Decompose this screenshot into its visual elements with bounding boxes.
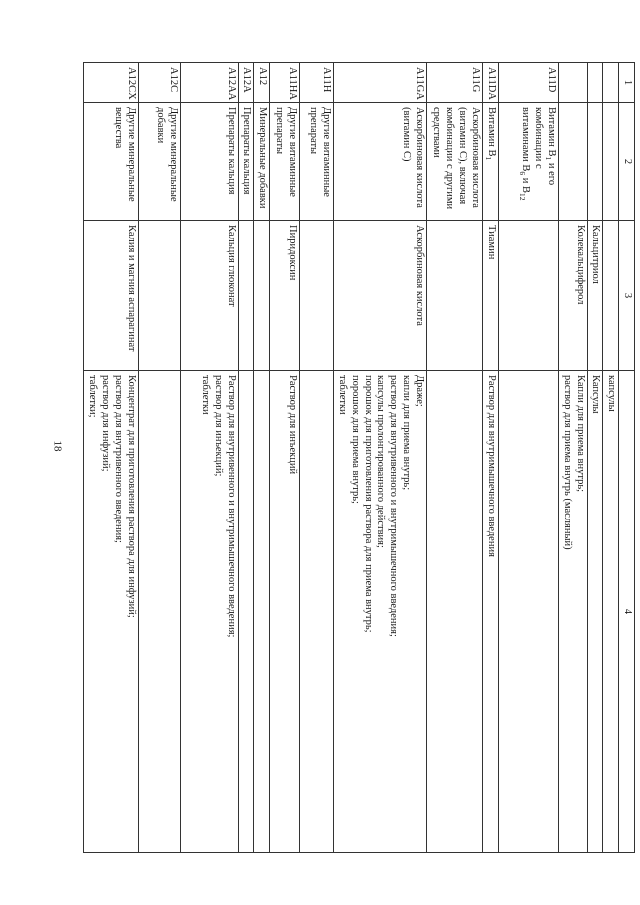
code-cell: A11H	[300, 63, 334, 103]
dosage-forms-cell	[426, 371, 482, 853]
dosage-form-line: Раствор для внутривенного и внутримышечного введения;	[225, 375, 237, 638]
table-row	[300, 63, 334, 853]
code-cell: A11G	[426, 63, 482, 103]
dosage-form-line: таблетки	[200, 375, 212, 415]
group-cell	[587, 103, 603, 221]
dosage-forms-cell	[138, 371, 180, 853]
dosage-form-line: раствор для внутривенного и внутримышечного введения;	[388, 375, 400, 637]
table-row	[334, 63, 427, 853]
code-cell: A12A	[238, 63, 254, 103]
table-row	[426, 63, 482, 853]
code-cell	[559, 63, 588, 103]
dosage-form-line: Концентрат для приготовления раствора для инфузий;	[125, 375, 137, 618]
table-row	[482, 63, 498, 853]
table-row	[138, 63, 180, 853]
code-cell: A12C	[138, 63, 180, 103]
group-cell: Аскорбиновая кислота (витамин C)	[334, 103, 427, 221]
drug-name-cell	[138, 221, 180, 371]
drug-name-cell: Калия и магния аспарагинат	[84, 221, 138, 371]
header-col-1: 1	[619, 63, 635, 103]
code-cell: A11D	[499, 63, 559, 103]
dosage-forms-cell	[482, 371, 498, 853]
dosage-forms-cell	[603, 371, 619, 853]
table-row	[238, 63, 254, 853]
header-col-4: 4	[619, 371, 635, 853]
dosage-form-line: капли для приема внутрь;	[400, 375, 412, 491]
code-cell: A11DA	[482, 63, 498, 103]
dosage-forms-cell	[300, 371, 334, 853]
drug-name-cell: Аскорбиновая кислота	[334, 221, 427, 371]
code-cell: A12AA	[180, 63, 238, 103]
dosage-forms-cell	[254, 371, 270, 853]
group-cell: Другие минеральные добавки	[138, 103, 180, 221]
drug-name-cell	[603, 221, 619, 371]
dosage-form-line: раствор для инфузий;	[100, 375, 112, 472]
table-row	[270, 63, 300, 853]
landscape-page	[87, 62, 635, 852]
dosage-form-line: капсулы пролонгированного действия;	[375, 375, 387, 548]
table-row	[559, 63, 588, 853]
dosage-form-line: порошок для приема внутрь;	[349, 375, 361, 504]
dosage-forms-cell	[270, 371, 300, 853]
table-row	[603, 63, 619, 853]
header-col-3: 3	[619, 221, 635, 371]
drug-name-cell: Пиридоксин	[270, 221, 300, 371]
drug-name-cell	[499, 221, 559, 371]
dosage-form-line: таблетки	[337, 375, 348, 415]
code-cell: A11HA	[270, 63, 300, 103]
code-cell	[587, 63, 603, 103]
drug-name-cell	[300, 221, 334, 371]
header-row	[619, 63, 635, 853]
dosage-forms-cell	[238, 371, 254, 853]
dosage-forms-cell	[559, 371, 588, 853]
code-cell: A12CX	[84, 63, 138, 103]
group-cell: Другие минеральные вещества	[84, 103, 138, 221]
drug-name-cell	[254, 221, 270, 371]
dosage-form-line: Драже;	[413, 375, 425, 407]
group-cell: Препараты кальция	[180, 103, 238, 221]
group-cell: Витамин $B_1$	[482, 103, 498, 221]
code-cell	[603, 63, 619, 103]
dosage-form-line: Раствор для внутримышечного введения	[486, 375, 498, 557]
group-cell: Другие витаминные препараты	[270, 103, 300, 221]
group-cell: Минеральные добавки	[254, 103, 270, 221]
rotated-table-container	[87, 62, 635, 852]
drug-name-cell: Кальцитриол	[587, 221, 603, 371]
dosage-forms-cell	[499, 371, 559, 853]
dosage-form-line: Капли для приема внутрь;	[574, 375, 586, 493]
group-cell: Витамин $B_1$ и его комбинации с витаминами $B_6$ и $B_{12}$	[499, 103, 559, 221]
drug-name-cell	[426, 221, 482, 371]
table-body	[84, 63, 635, 853]
group-cell	[603, 103, 619, 221]
header-col-2: 2	[619, 103, 635, 221]
dosage-form-line: порошок для приготовления раствора для приема внутрь;	[362, 375, 374, 633]
drug-name-cell: Тиамин	[482, 221, 498, 371]
group-cell: Другие витаминные препараты	[300, 103, 334, 221]
dosage-form-line: таблетки;	[87, 375, 99, 418]
dosage-forms-cell	[334, 371, 427, 853]
code-cell: A12	[254, 63, 270, 103]
dosage-forms-cell	[84, 371, 138, 853]
drug-name-cell: Кальция глюконат	[180, 221, 238, 371]
dosage-forms-cell	[180, 371, 238, 853]
dosage-form-line: раствор для инъекций;	[212, 375, 224, 477]
dosage-form-line: Раствор для инъекций	[287, 375, 299, 475]
dosage-form-line: раствор для приема внутрь (масляный)	[561, 375, 573, 550]
dosage-form-line: раствор для внутривенного введения;	[112, 375, 124, 543]
drug-table	[83, 62, 635, 853]
dosage-form-line: капсулы	[606, 375, 618, 412]
dosage-forms-cell	[587, 371, 603, 853]
table-row	[499, 63, 559, 853]
group-cell: Аскорбиновая кислота (витамин C), включая комбинации с другими средствами	[426, 103, 482, 221]
page-number: 18	[51, 440, 64, 452]
drug-name-cell: Колекальциферол	[559, 221, 588, 371]
dosage-form-line: Капсулы	[590, 375, 602, 414]
table-row	[587, 63, 603, 853]
table-row	[180, 63, 238, 853]
drug-name-cell	[238, 221, 254, 371]
table-row	[254, 63, 270, 853]
code-cell: A11GA	[334, 63, 427, 103]
group-cell: Препараты кальция	[238, 103, 254, 221]
table-row	[84, 63, 138, 853]
group-cell	[559, 103, 588, 221]
